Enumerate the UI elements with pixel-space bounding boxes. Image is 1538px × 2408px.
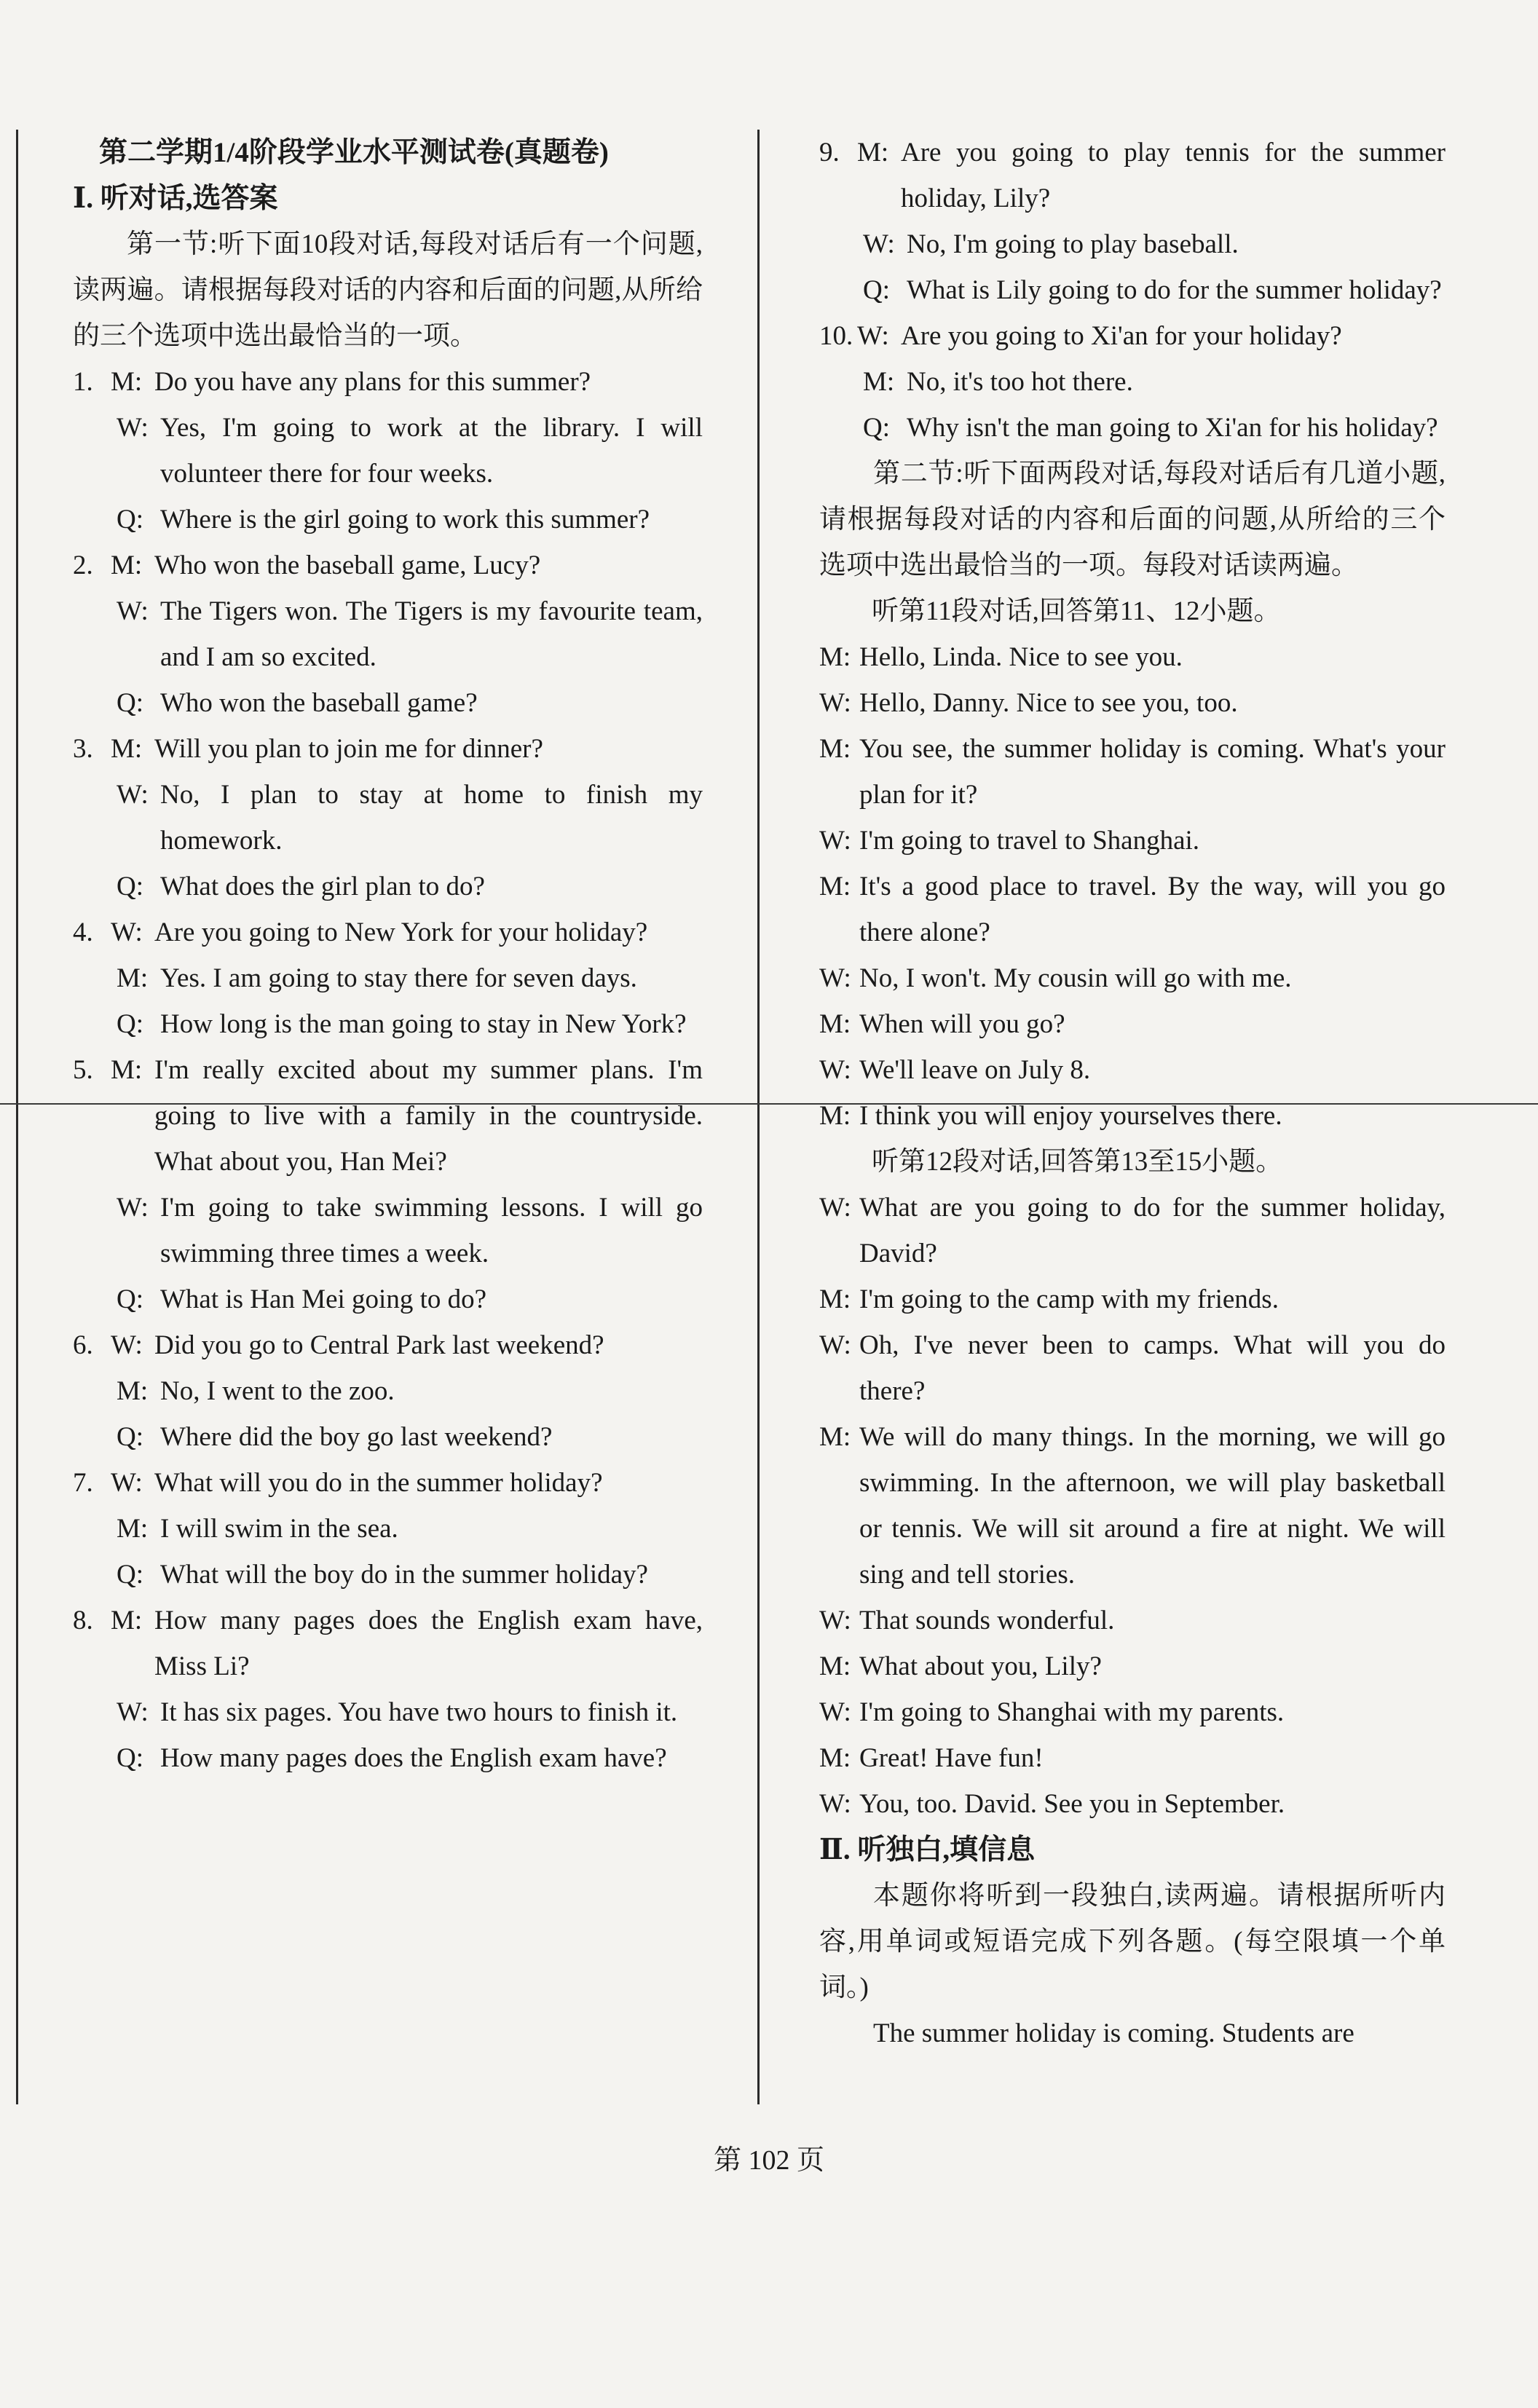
utterance: What about you, Lily?	[859, 1651, 1102, 1681]
dialogue-line	[819, 1598, 1446, 1643]
speaker-label: M:	[863, 367, 895, 397]
section2-intro: 本题你将听到一段独白,读两遍。请根据所听内容,用单词或短语完成下列各题。(每空限填一个单词。)	[819, 1881, 1446, 2002]
speaker-label: W:	[111, 1468, 143, 1498]
utterance: Where did the boy go last weekend?	[160, 1422, 553, 1452]
dialogue-line	[819, 818, 1446, 864]
dialogue-line	[73, 1047, 703, 1185]
part1-intro: 第一节:听下面10段对话,每段对话后有一个问题,读两遍。请根据每段对话的内容和后面的问题,从所给的三个选项中选出最恰当的一项。	[73, 229, 703, 351]
question-number: 7.	[73, 1468, 93, 1498]
dialogue-line	[819, 864, 1446, 955]
speaker-label: W:	[111, 1330, 143, 1360]
speaker-label: M:	[111, 734, 143, 764]
question-number: 4.	[73, 917, 93, 947]
utterance: Great! Have fun!	[859, 1743, 1044, 1773]
speaker-label: W:	[819, 1055, 851, 1085]
dialogue-line	[73, 1368, 703, 1414]
speaker-label: M:	[819, 1651, 851, 1681]
utterance: Why isn't the man going to Xi'an for his holiday?	[907, 413, 1438, 443]
utterance: No, I went to the zoo.	[160, 1376, 395, 1406]
page-title: 第二学期1/4阶段学业水平测试卷(真题卷)	[99, 137, 609, 168]
utterance: How many pages does the English exam have?	[160, 1743, 667, 1773]
utterance: Oh, I've never been to camps. What will you do there?	[859, 1330, 1446, 1406]
dialogue-line	[73, 1689, 703, 1735]
utterance: I'm really excited about my summer plans. I'm going to live with a family in the countryside. What about you, Han Mei?	[154, 1055, 703, 1177]
indent-spacer	[73, 1276, 117, 1322]
speaker-label: W:	[819, 963, 851, 993]
indent-spacer	[73, 497, 117, 542]
speaker-label: W:	[819, 1789, 851, 1819]
indent-spacer	[819, 405, 863, 451]
utterance: How many pages does the English exam have, Miss Li?	[154, 1606, 703, 1681]
dialogue-line	[819, 1735, 1446, 1781]
dialogue-line	[73, 1185, 703, 1276]
utterance: Hello, Danny. Nice to see you, too.	[859, 688, 1238, 718]
part2-intro: 第二节:听下面两段对话,每段对话后有几道小题,请根据每段对话的内容和后面的问题,从所给的三个选项中选出最恰当的一项。每段对话读两遍。	[819, 459, 1446, 580]
dialogue-line	[819, 130, 1446, 221]
indent-spacer	[73, 405, 117, 497]
dialogue-line	[819, 634, 1446, 680]
dialogue-line	[819, 405, 1446, 451]
dialogue-line	[819, 1093, 1446, 1139]
utterance: No, I won't. My cousin will go with me.	[859, 963, 1292, 993]
utterance: I'm going to Shanghai with my parents.	[859, 1697, 1285, 1727]
speaker-label: M:	[819, 872, 851, 901]
indent-spacer	[819, 267, 863, 313]
dialogue-line	[819, 955, 1446, 1001]
utterance: I'm going to travel to Shanghai.	[859, 826, 1200, 856]
speaker-label: W:	[117, 1697, 149, 1727]
dialogue-line	[819, 726, 1446, 818]
utterance: When will you go?	[859, 1009, 1065, 1039]
utterance: Did you go to Central Park last weekend?	[154, 1330, 604, 1360]
dialogue-line	[819, 1276, 1446, 1322]
indent-spacer	[73, 864, 117, 909]
utterance: What is Lily going to do for the summer holiday?	[907, 275, 1442, 305]
speaker-label: M:	[857, 138, 889, 167]
dialogue-line	[819, 221, 1446, 267]
speaker-label: Q:	[117, 1284, 143, 1314]
utterance: Are you going to Xi'an for your holiday?	[901, 321, 1342, 351]
dialogue-line	[819, 1001, 1446, 1047]
right-column	[819, 130, 1446, 2056]
speaker-label: W:	[857, 321, 889, 351]
speaker-label: M:	[819, 734, 851, 764]
left-margin-line	[16, 130, 18, 2104]
utterance: What does the girl plan to do?	[160, 872, 485, 901]
utterance: What are you going to do for the summer holiday, David?	[859, 1193, 1446, 1268]
utterance: We will do many things. In the morning, we will go swimming. In the afternoon, we will play basketball or tennis. We will sit around a fire at night. We will sing and tell stories.	[859, 1422, 1446, 1590]
indent-spacer	[73, 1414, 117, 1460]
utterance: Who won the baseball game?	[160, 688, 478, 718]
indent-spacer	[73, 1552, 117, 1598]
utterance: I'm going to the camp with my friends.	[859, 1284, 1279, 1314]
speaker-label: W:	[117, 780, 149, 810]
indent-spacer	[819, 221, 863, 267]
utterance: Will you plan to join me for dinner?	[154, 734, 543, 764]
utterance: Yes, I'm going to work at the library. I will volunteer there for four weeks.	[160, 413, 703, 489]
dialogue-line	[73, 955, 703, 1001]
utterance: Are you going to play tennis for the summer holiday, Lily?	[901, 138, 1446, 213]
utterance: Yes. I am going to stay there for seven days.	[160, 963, 637, 993]
speaker-label: W:	[863, 229, 895, 259]
indent-spacer	[73, 1506, 117, 1552]
speaker-label: M:	[819, 1422, 851, 1452]
utterance: I'm going to take swimming lessons. I will go swimming three times a week.	[160, 1193, 703, 1268]
indent-spacer	[73, 1001, 117, 1047]
speaker-label: W:	[819, 1330, 851, 1360]
speaker-label: M:	[819, 1009, 851, 1039]
utterance: We'll leave on July 8.	[859, 1055, 1091, 1085]
utterance: What is Han Mei going to do?	[160, 1284, 487, 1314]
dialogues-1-to-8	[73, 359, 703, 1781]
utterance: How long is the man going to stay in New York?	[160, 1009, 687, 1039]
speaker-label: W:	[819, 1697, 851, 1727]
dialogue-12	[819, 1185, 1446, 1827]
question-number: 6.	[73, 1330, 93, 1360]
indent-spacer	[73, 1185, 117, 1276]
indent-spacer	[73, 588, 117, 680]
indent-spacer	[819, 359, 863, 405]
dialogue-line	[73, 1735, 703, 1781]
dialogue-line	[73, 1276, 703, 1322]
dialogue-line	[819, 1689, 1446, 1735]
section1-heading: Ⅰ. 听对话,选答案	[73, 183, 278, 214]
dialogue-12-note: 听第12段对话,回答第13至15小题。	[872, 1147, 1283, 1177]
dialogue-line	[819, 313, 1446, 359]
indent-spacer	[73, 955, 117, 1001]
speaker-label: M:	[111, 1055, 143, 1085]
dialogue-11-note: 听第11段对话,回答第11、12小题。	[872, 596, 1281, 626]
utterance: You, too. David. See you in September.	[859, 1789, 1285, 1819]
utterance: You see, the summer holiday is coming. What's your plan for it?	[859, 734, 1446, 810]
indent-spacer	[73, 772, 117, 864]
speaker-label: Q:	[117, 872, 143, 901]
speaker-label: M:	[111, 367, 143, 397]
column-divider	[757, 130, 760, 2104]
speaker-label: Q:	[117, 1560, 143, 1590]
speaker-label: Q:	[117, 1743, 143, 1773]
utterance: Do you have any plans for this summer?	[154, 367, 591, 397]
dialogue-line	[73, 1552, 703, 1598]
utterance: I will swim in the sea.	[160, 1514, 398, 1544]
dialogue-11	[819, 634, 1446, 1139]
section2-heading: Ⅱ. 听独白,填信息	[819, 1834, 1036, 1866]
speaker-label: Q:	[117, 1009, 143, 1039]
speaker-label: M:	[819, 1743, 851, 1773]
dialogue-line	[73, 359, 703, 405]
speaker-label: M:	[117, 1376, 149, 1406]
dialogue-line	[819, 680, 1446, 726]
speaker-label: M:	[819, 1284, 851, 1314]
left-column	[73, 130, 703, 1781]
indent-spacer	[73, 1689, 117, 1735]
speaker-label: W:	[117, 596, 149, 626]
dialogue-line	[819, 1185, 1446, 1276]
speaker-label: Q:	[117, 505, 143, 534]
question-number: 9.	[819, 138, 840, 167]
speaker-label: Q:	[863, 275, 890, 305]
indent-spacer	[73, 680, 117, 726]
dialogue-line	[73, 726, 703, 772]
speaker-label: Q:	[863, 413, 890, 443]
dialogue-line	[73, 1322, 703, 1368]
question-number: 2.	[73, 550, 93, 580]
utterance: Where is the girl going to work this summer?	[160, 505, 650, 534]
utterance: No, I'm going to play baseball.	[907, 229, 1239, 259]
utterance: It has six pages. You have two hours to finish it.	[160, 1697, 678, 1727]
page-number: 第 102 页	[713, 2145, 824, 2176]
utterance: Who won the baseball game, Lucy?	[154, 550, 541, 580]
utterance: Are you going to New York for your holiday?	[154, 917, 648, 947]
dialogue-line	[73, 542, 703, 588]
dialogue-line	[819, 267, 1446, 313]
dialogue-line	[73, 497, 703, 542]
utterance: What will the boy do in the summer holiday?	[160, 1560, 648, 1590]
speaker-label: W:	[117, 1193, 149, 1223]
dialogue-line	[73, 1460, 703, 1506]
dialogue-line	[73, 405, 703, 497]
dialogue-line	[819, 359, 1446, 405]
question-number: 1.	[73, 367, 93, 397]
dialogue-line	[73, 1598, 703, 1689]
question-number: 5.	[73, 1055, 93, 1085]
utterance: What will you do in the summer holiday?	[154, 1468, 603, 1498]
dialogue-line	[819, 1414, 1446, 1598]
speaker-label: M:	[117, 963, 149, 993]
speaker-label: M:	[117, 1514, 149, 1544]
dialogue-line	[819, 1643, 1446, 1689]
question-number: 10.	[819, 321, 853, 351]
dialogue-line	[73, 1001, 703, 1047]
question-number: 3.	[73, 734, 93, 764]
speaker-label: W:	[819, 1193, 851, 1223]
speaker-label: M:	[819, 642, 851, 672]
indent-spacer	[73, 1368, 117, 1414]
dialogue-line	[73, 1506, 703, 1552]
indent-spacer	[73, 1735, 117, 1781]
utterance: That sounds wonderful.	[859, 1606, 1115, 1635]
speaker-label: M:	[111, 550, 143, 580]
dialogue-line	[73, 1414, 703, 1460]
monologue-text-start: The summer holiday is coming. Students are	[873, 2018, 1354, 2048]
utterance: Hello, Linda. Nice to see you.	[859, 642, 1183, 672]
question-number: 8.	[73, 1606, 93, 1635]
dialogue-line	[819, 1322, 1446, 1414]
speaker-label: W:	[111, 917, 143, 947]
speaker-label: Q:	[117, 688, 143, 718]
utterance: No, I plan to stay at home to finish my homework.	[160, 780, 703, 856]
dialogue-line	[73, 909, 703, 955]
utterance: I think you will enjoy yourselves there.	[859, 1101, 1282, 1131]
dialogue-line	[73, 588, 703, 680]
utterance: It's a good place to travel. By the way, will you go there alone?	[859, 872, 1446, 947]
speaker-label: M:	[111, 1606, 143, 1635]
speaker-label: W:	[819, 688, 851, 718]
utterance: The Tigers won. The Tigers is my favourite team, and I am so excited.	[160, 596, 703, 672]
dialogues-9-to-10	[819, 130, 1446, 451]
dialogue-line	[819, 1781, 1446, 1827]
utterance: No, it's too hot there.	[907, 367, 1133, 397]
dialogue-line	[73, 680, 703, 726]
speaker-label: W:	[819, 1606, 851, 1635]
speaker-label: W:	[819, 826, 851, 856]
dialogue-line	[819, 1047, 1446, 1093]
speaker-label: M:	[819, 1101, 851, 1131]
dialogue-line	[73, 772, 703, 864]
speaker-label: Q:	[117, 1422, 143, 1452]
speaker-label: W:	[117, 413, 149, 443]
dialogue-line	[73, 864, 703, 909]
